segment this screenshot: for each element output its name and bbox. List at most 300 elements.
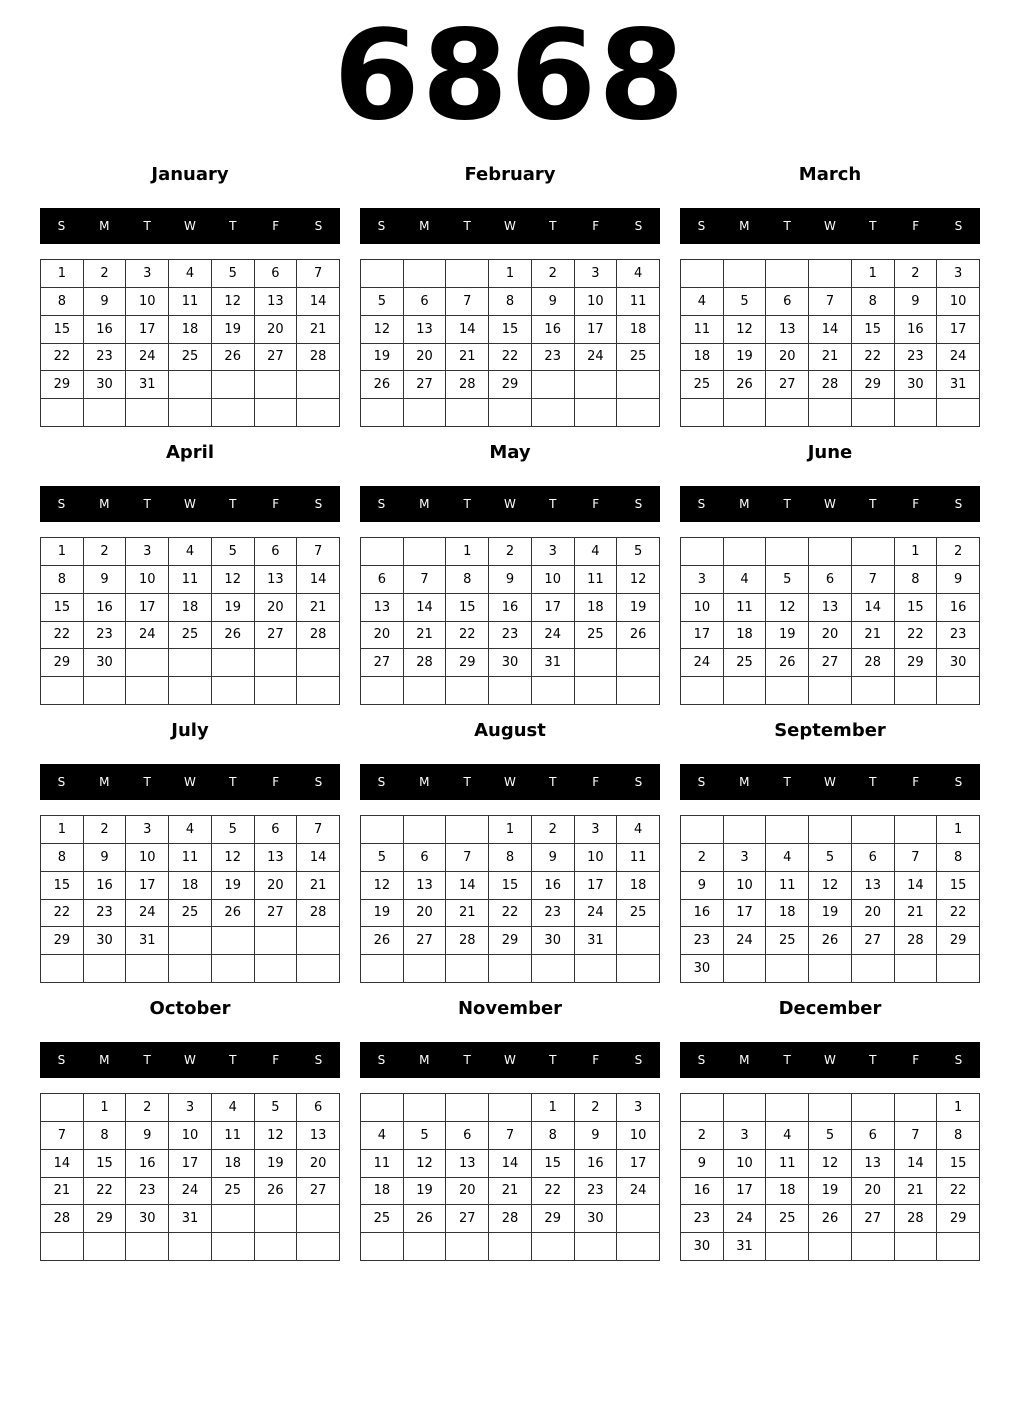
day-cell: 27 (404, 927, 447, 955)
day-cell: 1 (446, 538, 489, 566)
day-cell: 7 (489, 1122, 532, 1150)
empty-day-cell (809, 1094, 852, 1122)
weekday-label: T (783, 497, 791, 511)
day-cell: 11 (169, 844, 212, 872)
empty-day-cell (169, 371, 212, 399)
day-cell: 22 (937, 1178, 980, 1206)
weekday-label: S (314, 775, 323, 789)
empty-day-cell (212, 399, 255, 427)
empty-day-cell (532, 955, 575, 983)
empty-day-cell (446, 955, 489, 983)
day-cell: 28 (446, 371, 489, 399)
day-cell: 25 (169, 344, 212, 372)
day-cell: 23 (681, 927, 724, 955)
day-cell: 4 (212, 1094, 255, 1122)
day-cell: 16 (84, 594, 127, 622)
empty-day-cell (489, 1233, 532, 1261)
day-cell: 2 (937, 538, 980, 566)
weekday-label: W (184, 1053, 196, 1067)
day-cell: 28 (895, 927, 938, 955)
day-cell: 24 (681, 649, 724, 677)
day-cell: 5 (766, 566, 809, 594)
day-cell: 15 (41, 872, 84, 900)
day-cell: 13 (446, 1150, 489, 1178)
empty-day-cell (84, 677, 127, 705)
day-cell: 18 (681, 344, 724, 372)
day-cell: 2 (575, 1094, 618, 1122)
day-cell: 31 (126, 371, 169, 399)
weekday-label: T (869, 775, 877, 789)
day-cell: 27 (361, 649, 404, 677)
day-cell: 23 (126, 1178, 169, 1206)
weekday-label: S (377, 775, 386, 789)
empty-day-cell (681, 816, 724, 844)
day-cell: 5 (361, 288, 404, 316)
empty-day-cell (809, 955, 852, 983)
weekday-label: W (504, 775, 516, 789)
weekday-label: W (824, 219, 836, 233)
day-cell: 27 (852, 927, 895, 955)
day-cell: 8 (41, 844, 84, 872)
day-cell: 6 (852, 1122, 895, 1150)
day-cell: 17 (575, 316, 618, 344)
day-cell: 12 (766, 594, 809, 622)
weekday-label: S (314, 497, 323, 511)
empty-day-cell (361, 538, 404, 566)
day-cell: 5 (617, 538, 660, 566)
day-grid (40, 537, 340, 705)
day-cell: 29 (41, 649, 84, 677)
day-cell: 13 (255, 288, 298, 316)
empty-day-cell (84, 1233, 127, 1261)
empty-day-cell (404, 260, 447, 288)
day-cell: 8 (84, 1122, 127, 1150)
day-cell: 15 (895, 594, 938, 622)
weekday-label: S (377, 1053, 386, 1067)
day-cell: 20 (852, 900, 895, 928)
day-cell: 19 (212, 872, 255, 900)
day-cell: 25 (681, 371, 724, 399)
weekday-label: M (99, 219, 110, 233)
day-cell: 21 (852, 622, 895, 650)
day-cell: 28 (446, 927, 489, 955)
day-cell: 14 (297, 566, 340, 594)
day-cell: 26 (255, 1178, 298, 1206)
day-cell: 17 (126, 316, 169, 344)
day-cell: 6 (446, 1122, 489, 1150)
empty-day-cell (617, 677, 660, 705)
empty-day-cell (489, 1094, 532, 1122)
empty-day-cell (446, 1233, 489, 1261)
weekday-header (360, 486, 660, 522)
day-cell: 28 (41, 1205, 84, 1233)
day-cell: 12 (404, 1150, 447, 1178)
day-cell: 16 (126, 1150, 169, 1178)
day-cell: 9 (937, 566, 980, 594)
empty-day-cell (617, 1205, 660, 1233)
day-cell: 13 (766, 316, 809, 344)
empty-day-cell (212, 955, 255, 983)
day-cell: 29 (937, 927, 980, 955)
weekday-label: M (739, 219, 750, 233)
empty-day-cell (489, 677, 532, 705)
day-cell: 10 (575, 844, 618, 872)
day-cell: 3 (681, 566, 724, 594)
month-title: December (778, 998, 882, 1019)
day-cell: 31 (126, 927, 169, 955)
day-cell: 21 (446, 900, 489, 928)
day-cell: 16 (681, 900, 724, 928)
empty-day-cell (169, 927, 212, 955)
day-cell: 11 (766, 1150, 809, 1178)
empty-day-cell (361, 955, 404, 983)
weekday-header (680, 1042, 980, 1078)
weekday-label: S (697, 219, 706, 233)
weekday-label: F (592, 497, 600, 511)
empty-day-cell (446, 260, 489, 288)
empty-day-cell (404, 538, 447, 566)
day-cell: 5 (404, 1122, 447, 1150)
weekday-header (360, 764, 660, 800)
day-cell: 5 (809, 1122, 852, 1150)
weekday-header (680, 764, 980, 800)
day-cell: 19 (617, 594, 660, 622)
day-cell: 20 (766, 344, 809, 372)
month-title: April (165, 442, 215, 463)
empty-day-cell (361, 260, 404, 288)
day-cell: 16 (532, 316, 575, 344)
empty-day-cell (126, 677, 169, 705)
day-cell: 19 (212, 594, 255, 622)
day-cell: 10 (169, 1122, 212, 1150)
weekday-label: M (99, 1053, 110, 1067)
empty-day-cell (724, 399, 767, 427)
day-cell: 22 (41, 900, 84, 928)
weekday-label: S (314, 1053, 323, 1067)
empty-day-cell (361, 677, 404, 705)
month-title: March (798, 164, 862, 185)
day-cell: 25 (766, 927, 809, 955)
day-cell: 28 (809, 371, 852, 399)
day-cell: 9 (575, 1122, 618, 1150)
day-cell: 18 (766, 1178, 809, 1206)
day-cell: 11 (617, 844, 660, 872)
weekday-label: T (229, 1053, 237, 1067)
weekday-label: F (592, 219, 600, 233)
day-cell: 29 (532, 1205, 575, 1233)
day-cell: 11 (575, 566, 618, 594)
month-title: September (774, 720, 886, 741)
day-cell: 16 (489, 594, 532, 622)
weekday-label: T (229, 497, 237, 511)
weekday-label: T (143, 219, 151, 233)
weekday-label: T (549, 775, 557, 789)
empty-day-cell (724, 816, 767, 844)
day-cell: 13 (255, 566, 298, 594)
day-cell: 1 (852, 260, 895, 288)
day-cell: 3 (724, 844, 767, 872)
day-cell: 7 (446, 288, 489, 316)
day-cell: 24 (126, 900, 169, 928)
empty-day-cell (532, 1233, 575, 1261)
day-cell: 22 (937, 900, 980, 928)
empty-day-cell (937, 677, 980, 705)
day-cell: 7 (297, 816, 340, 844)
day-cell: 9 (489, 566, 532, 594)
day-cell: 14 (489, 1150, 532, 1178)
day-cell: 1 (489, 260, 532, 288)
empty-day-cell (617, 371, 660, 399)
day-cell: 29 (41, 927, 84, 955)
day-cell: 25 (361, 1205, 404, 1233)
day-cell: 22 (84, 1178, 127, 1206)
empty-day-cell (617, 927, 660, 955)
day-cell: 12 (361, 316, 404, 344)
month-title: August (474, 720, 546, 741)
empty-day-cell (724, 260, 767, 288)
weekday-label: S (57, 775, 66, 789)
day-cell: 11 (766, 872, 809, 900)
empty-day-cell (297, 371, 340, 399)
empty-day-cell (446, 399, 489, 427)
day-cell: 24 (617, 1178, 660, 1206)
day-cell: 2 (84, 816, 127, 844)
day-cell: 29 (446, 649, 489, 677)
empty-day-cell (681, 399, 724, 427)
empty-day-cell (404, 1094, 447, 1122)
empty-day-cell (937, 955, 980, 983)
month-title: January (151, 164, 229, 185)
weekday-label: M (99, 775, 110, 789)
day-cell: 27 (255, 900, 298, 928)
empty-day-cell (404, 955, 447, 983)
day-cell: 17 (617, 1150, 660, 1178)
weekday-label: T (463, 775, 471, 789)
day-cell: 26 (617, 622, 660, 650)
day-cell: 19 (361, 344, 404, 372)
empty-day-cell (169, 1233, 212, 1261)
weekday-label: F (272, 1053, 280, 1067)
day-cell: 9 (895, 288, 938, 316)
day-cell: 6 (766, 288, 809, 316)
day-cell: 6 (361, 566, 404, 594)
day-cell: 4 (169, 538, 212, 566)
empty-day-cell (297, 1233, 340, 1261)
month-title: October (149, 998, 231, 1019)
day-cell: 20 (361, 622, 404, 650)
empty-day-cell (852, 677, 895, 705)
day-cell: 13 (255, 844, 298, 872)
day-cell: 20 (255, 316, 298, 344)
day-cell: 18 (169, 872, 212, 900)
day-cell: 14 (41, 1150, 84, 1178)
day-cell: 12 (212, 844, 255, 872)
day-cell: 18 (575, 594, 618, 622)
day-cell: 29 (41, 371, 84, 399)
day-grid (40, 259, 340, 427)
empty-day-cell (575, 1233, 618, 1261)
day-cell: 8 (41, 566, 84, 594)
weekday-label: T (463, 497, 471, 511)
day-cell: 17 (126, 594, 169, 622)
empty-day-cell (766, 955, 809, 983)
day-cell: 17 (532, 594, 575, 622)
day-cell: 5 (724, 288, 767, 316)
empty-day-cell (809, 538, 852, 566)
day-cell: 7 (41, 1122, 84, 1150)
weekday-label: S (314, 219, 323, 233)
empty-day-cell (617, 399, 660, 427)
day-cell: 10 (532, 566, 575, 594)
empty-day-cell (681, 260, 724, 288)
day-cell: 21 (895, 1178, 938, 1206)
day-cell: 28 (852, 649, 895, 677)
day-cell: 12 (255, 1122, 298, 1150)
day-cell: 25 (617, 900, 660, 928)
day-cell: 22 (41, 344, 84, 372)
empty-day-cell (212, 649, 255, 677)
day-cell: 23 (84, 900, 127, 928)
day-cell: 21 (895, 900, 938, 928)
day-cell: 7 (297, 538, 340, 566)
day-cell: 26 (361, 371, 404, 399)
empty-day-cell (809, 816, 852, 844)
empty-day-cell (895, 399, 938, 427)
day-cell: 11 (361, 1150, 404, 1178)
day-cell: 6 (809, 566, 852, 594)
weekday-header (40, 486, 340, 522)
month-title: February (464, 164, 556, 185)
weekday-label: T (783, 219, 791, 233)
day-cell: 2 (532, 816, 575, 844)
day-grid (360, 259, 660, 427)
empty-day-cell (724, 1094, 767, 1122)
day-cell: 2 (681, 844, 724, 872)
day-cell: 4 (361, 1122, 404, 1150)
day-cell: 10 (724, 872, 767, 900)
day-cell: 15 (852, 316, 895, 344)
day-grid (40, 1093, 340, 1261)
empty-day-cell (84, 399, 127, 427)
empty-day-cell (895, 677, 938, 705)
day-cell: 3 (617, 1094, 660, 1122)
day-cell: 4 (766, 1122, 809, 1150)
empty-day-cell (361, 399, 404, 427)
day-cell: 17 (724, 900, 767, 928)
day-cell: 19 (724, 344, 767, 372)
day-cell: 27 (766, 371, 809, 399)
empty-day-cell (404, 1233, 447, 1261)
day-cell: 18 (169, 594, 212, 622)
day-cell: 9 (84, 566, 127, 594)
day-cell: 10 (724, 1150, 767, 1178)
weekday-label: W (824, 1053, 836, 1067)
day-cell: 8 (489, 288, 532, 316)
day-cell: 26 (404, 1205, 447, 1233)
empty-day-cell (41, 955, 84, 983)
empty-day-cell (255, 1233, 298, 1261)
day-cell: 12 (361, 872, 404, 900)
day-cell: 2 (84, 538, 127, 566)
empty-day-cell (297, 1205, 340, 1233)
weekday-label: T (869, 219, 877, 233)
day-cell: 18 (766, 900, 809, 928)
day-cell: 6 (255, 260, 298, 288)
empty-day-cell (297, 955, 340, 983)
weekday-label: S (57, 219, 66, 233)
empty-day-cell (446, 677, 489, 705)
empty-day-cell (255, 399, 298, 427)
weekday-label: F (592, 775, 600, 789)
day-grid (680, 537, 980, 705)
day-cell: 3 (575, 260, 618, 288)
day-cell: 26 (724, 371, 767, 399)
day-cell: 3 (126, 538, 169, 566)
day-cell: 14 (852, 594, 895, 622)
day-cell: 28 (895, 1205, 938, 1233)
day-cell: 21 (297, 872, 340, 900)
day-cell: 16 (84, 316, 127, 344)
weekday-label: M (419, 497, 430, 511)
day-cell: 24 (724, 1205, 767, 1233)
day-cell: 21 (446, 344, 489, 372)
day-cell: 26 (809, 1205, 852, 1233)
weekday-label: F (912, 775, 920, 789)
day-cell: 5 (212, 260, 255, 288)
weekday-label: S (697, 1053, 706, 1067)
weekday-label: S (634, 497, 643, 511)
empty-day-cell (681, 538, 724, 566)
empty-day-cell (681, 677, 724, 705)
day-cell: 1 (41, 260, 84, 288)
day-cell: 7 (895, 1122, 938, 1150)
day-cell: 24 (937, 344, 980, 372)
day-cell: 29 (489, 927, 532, 955)
weekday-label: T (143, 497, 151, 511)
weekday-label: S (634, 1053, 643, 1067)
day-cell: 5 (212, 538, 255, 566)
day-cell: 4 (724, 566, 767, 594)
day-cell: 10 (126, 288, 169, 316)
day-cell: 25 (766, 1205, 809, 1233)
day-cell: 14 (446, 316, 489, 344)
day-cell: 17 (937, 316, 980, 344)
day-cell: 1 (937, 1094, 980, 1122)
day-cell: 29 (937, 1205, 980, 1233)
empty-day-cell (724, 955, 767, 983)
day-cell: 21 (297, 594, 340, 622)
day-cell: 3 (724, 1122, 767, 1150)
weekday-label: M (419, 219, 430, 233)
day-cell: 7 (297, 260, 340, 288)
day-cell: 7 (809, 288, 852, 316)
weekday-label: S (954, 775, 963, 789)
day-cell: 29 (895, 649, 938, 677)
weekday-label: M (419, 1053, 430, 1067)
empty-day-cell (895, 816, 938, 844)
day-cell: 14 (297, 844, 340, 872)
day-cell: 20 (809, 622, 852, 650)
day-cell: 20 (255, 872, 298, 900)
day-cell: 11 (212, 1122, 255, 1150)
day-cell: 3 (532, 538, 575, 566)
weekday-label: T (783, 775, 791, 789)
empty-day-cell (41, 399, 84, 427)
day-cell: 28 (297, 622, 340, 650)
empty-day-cell (212, 371, 255, 399)
day-cell: 27 (404, 371, 447, 399)
day-cell: 14 (297, 288, 340, 316)
